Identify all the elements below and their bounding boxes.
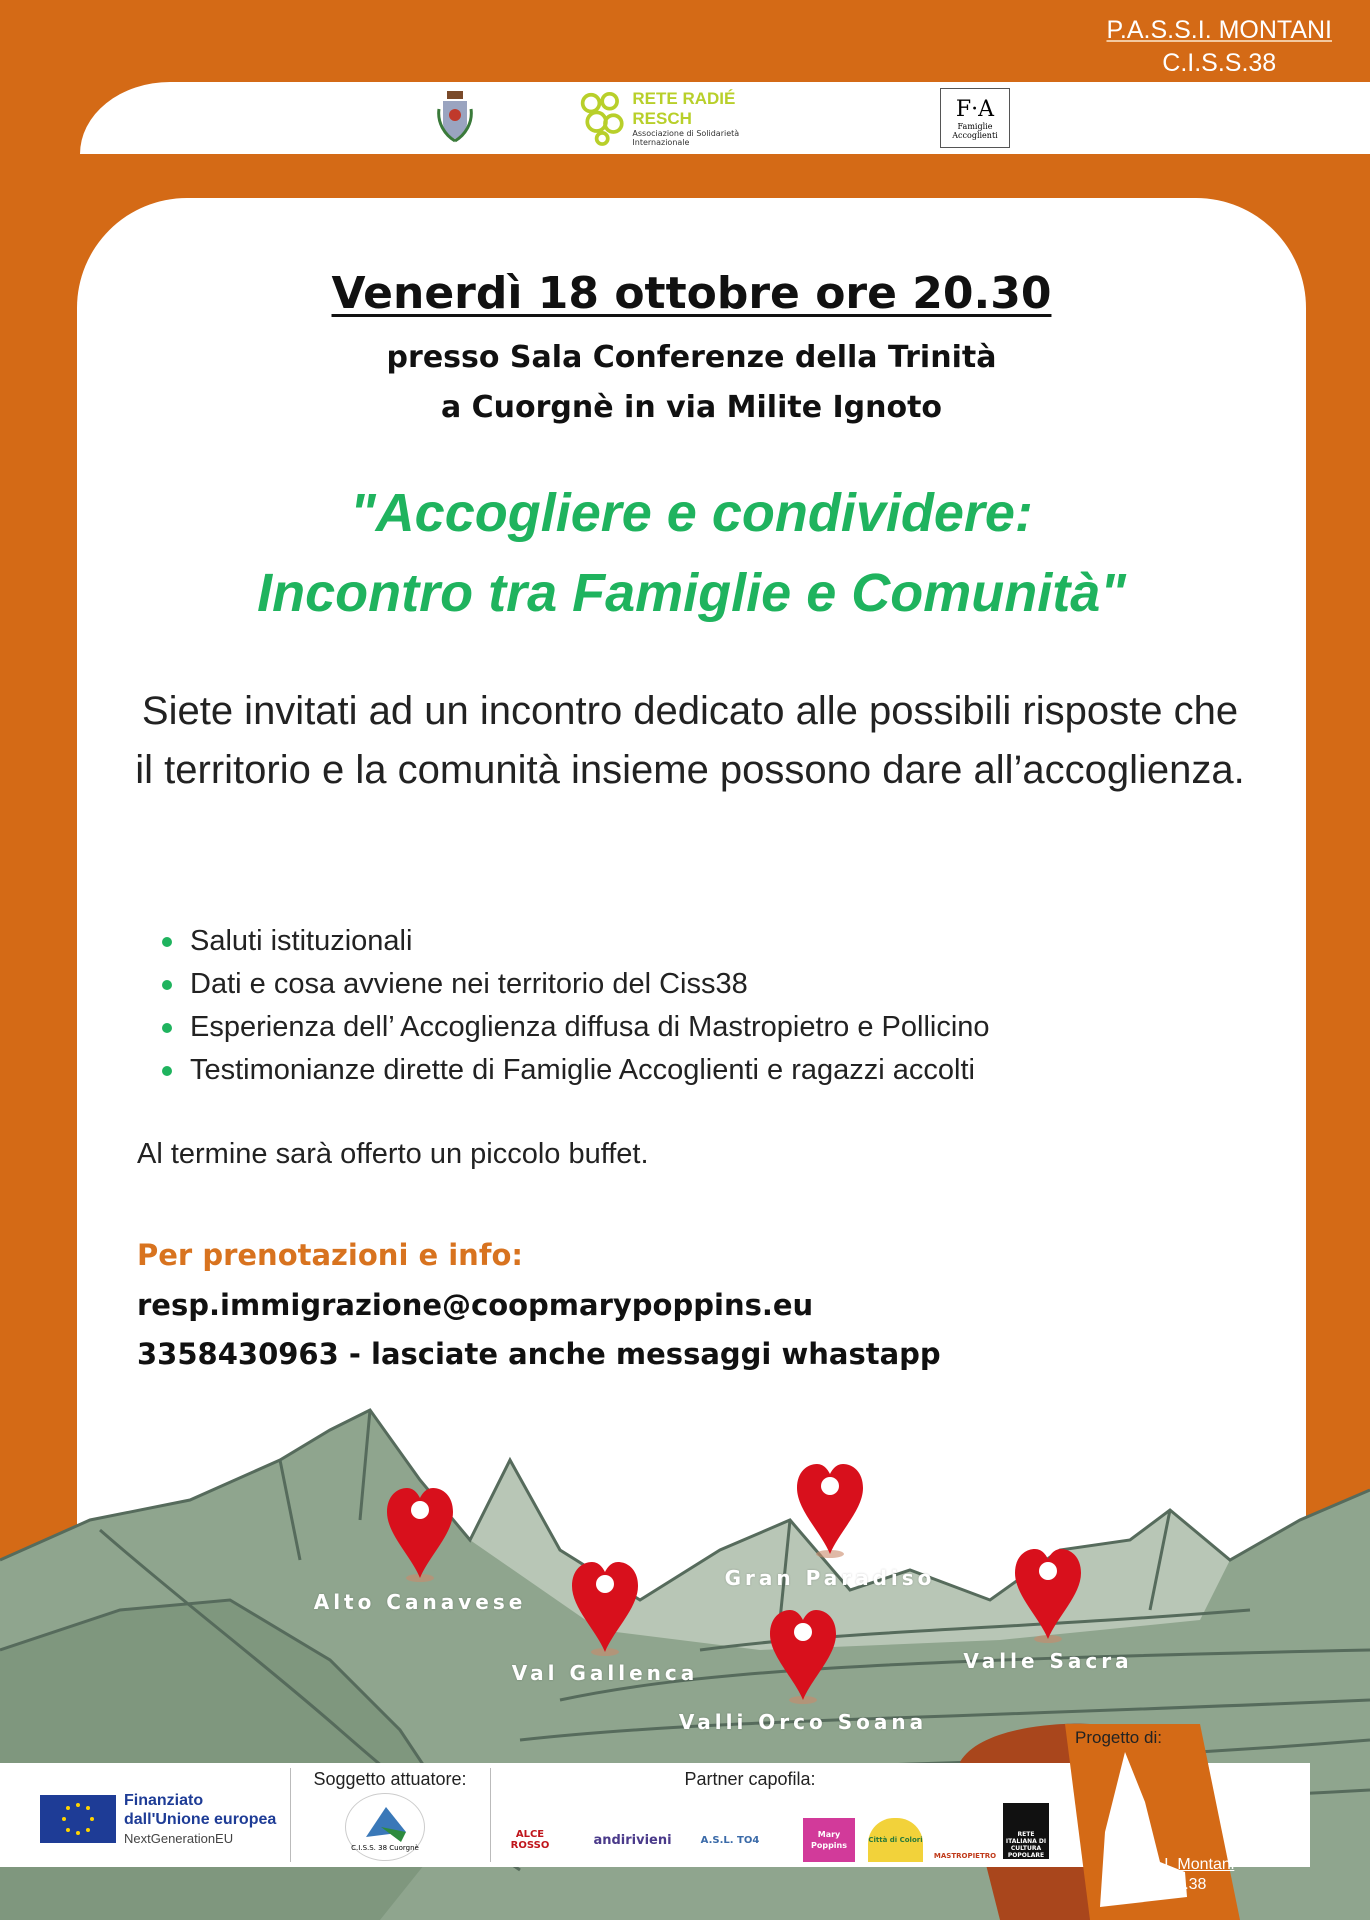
agenda-list [162,920,990,1092]
event-title-line2: Incontro tra Famiglie e Comunità" [257,563,1126,623]
asl-to4-logo: A.S.L. TO4 [700,1834,760,1846]
event-intro: Siete invitati ad un incontro dedicato alle possibili risposte che il territorio e la comunità insieme possono dare all’accoglienza. [135,689,1245,792]
venue-line1: presso Sala Conferenze della Trinità [386,340,997,375]
fa-mark: F·A [955,96,995,122]
eu-funding-text [124,1791,276,1848]
location-pin-icon [793,1462,867,1562]
location-label: Valle Sacra [963,1649,1133,1673]
agenda-item: Testimonianze dirette di Famiglie Accoglienti e ragazzi accolti [162,1049,990,1092]
agenda-item: Saluti istituzionali [162,920,990,963]
brand-line2: C.I.S.S.38 [1162,49,1277,77]
eu-line1: Finanziato [124,1792,204,1809]
mary-poppins-logo: Mary Poppins [803,1818,855,1862]
rete-cultura-popolare-logo: RETE ITALIANA DI CULTURA POPOLARE [1003,1803,1049,1859]
event-date-time: Venerdì 18 ottobre ore 20.30 [331,268,1052,319]
passi-montani-brand [1106,14,1332,80]
eu-line3: NextGenerationEU [124,1831,234,1846]
contact-email[interactable]: resp.immigrazione@coopmarypoppins.eu [137,1288,814,1322]
brand-line1: P.A.S.S.I. MONTANI [1106,16,1332,44]
venue-line2: a Cuorgnè in via Milite Ignoto [440,390,943,425]
location-label: Valli Orco Soana [678,1710,928,1734]
project-line2: C.I.S.S.38 [1133,1876,1207,1893]
divider [490,1768,491,1862]
eu-flag-icon [40,1795,116,1843]
closing-note: Al termine sarà offerto un piccolo buffet. [137,1138,649,1170]
mastropietro-logo: MASTROPIETRO [933,1852,997,1860]
contact-heading: Per prenotazioni e info: [137,1238,523,1272]
event-title-line1: "Accogliere e condividere: [350,483,1033,543]
fa-subtitle: Famiglie Accoglienti [952,121,998,140]
rete-radie-resch-logo [578,86,788,150]
project-brand [1090,1855,1250,1895]
location-pin-icon [1011,1547,1085,1647]
project-label: Progetto di: [1075,1728,1162,1747]
citta-di-colori-logo: Città di Colori [868,1818,923,1862]
location-pin-icon [568,1560,642,1660]
project-line1: P.A.S.S.I. Montani [1105,1856,1235,1873]
contact-phone[interactable]: 3358430963 - lasciate anche messaggi whastapp [137,1337,941,1371]
location-label: Alto Canavese [313,1590,527,1614]
divider [290,1768,291,1862]
location-pin-icon [383,1486,457,1586]
famiglie-accoglienti-logo [940,88,1010,148]
municipality-crest-icon [425,86,485,150]
sponsor-logo-band [80,82,1370,154]
agenda-item: Dati e cosa avviene nei territorio del Ciss38 [162,963,990,1006]
rete-name: RETE RADIÉ RESCH [632,89,736,128]
agenda-item: Esperienza dell’ Accoglienza diffusa di Mastropietro e Pollicino [162,1006,990,1049]
partners-label: Partner capofila: [684,1769,816,1789]
implementer-label: Soggetto attuatore: [313,1769,467,1789]
alce-rosso-logo: ALCE ROSSO [510,1829,550,1851]
ciss38-logo-text: C.I.S.S. 38 Cuorgnè [351,1844,419,1852]
eu-line2: dall'Unione europea [124,1811,277,1828]
rete-subtitle: Associazione di Solidarietà Internazionale [632,129,740,147]
location-pin-icon [766,1608,840,1708]
andirivieni-logo: andirivieni [593,1832,672,1848]
ciss38-logo [345,1793,425,1861]
location-label: Val Gallenca [511,1661,699,1685]
location-label: Gran Paradiso [724,1566,936,1590]
